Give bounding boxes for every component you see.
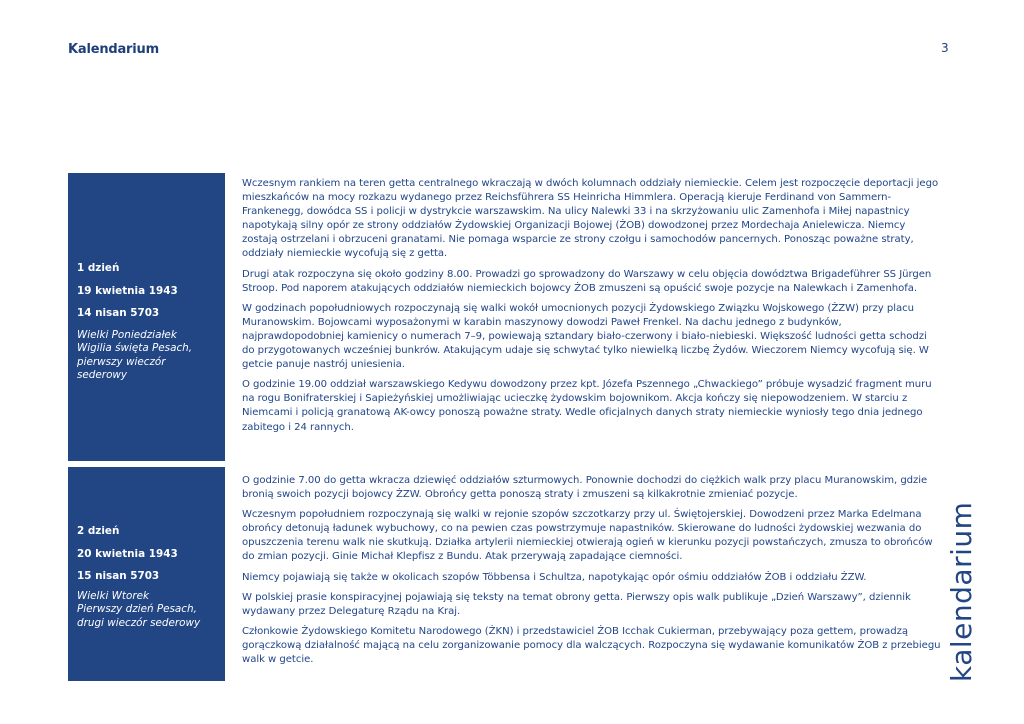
day-1-date-hebrew: 14 nisan 5703 xyxy=(77,307,160,319)
day-1-entries xyxy=(242,177,942,441)
day-2-paragraph: O godzinie 7.00 do getta wkracza dziewięć oddziałów szturmowych. Ponownie dochodzi do ciężkich walk przy placu Muranowskim, gdzie bronią swoich pozycji bojowcy ŻZW. Obrońcy getta ponoszą straty i zmuszeni są kilkakrotnie zmieniać pozycje. xyxy=(242,475,928,501)
day-2-date-gregorian: 20 kwietnia 1943 xyxy=(77,547,178,560)
day-2-paragraph: W polskiej prasie konspiracyjnej pojawiają się teksty na temat obrony getta. Pierwszy opis walk publikuje „Dzień Warszawy”, dziennik wydawany przez Delegaturę Rządu na Kraj. xyxy=(242,591,911,617)
day-1-paragraph: O godzinie 19.00 oddział warszawskiego Kedywu dowodzony przez kpt. Józefa Pszennego „Chwackiego” próbuje wysadzić fragment muru na rogu Bonifraterskiej i Sapieżyńskiej umożliwiając ucieczkę żydowskim bojownikom. Akcja kończy się niepowodzeniem. W starciu z Niemcami i policją granatową AK-owcy ponoszą poważne straty. Wedle oficjalnych danych straty niemieckie wyniosły tego dnia jednego zabitego i 24 rannych. xyxy=(242,379,932,433)
day-1-holiday-line: sederowy xyxy=(77,369,128,381)
day-1-holiday-line: Wielki Poniedziałek xyxy=(77,328,177,341)
day-2-label: 2 dzień xyxy=(77,525,120,537)
day-1-label: 1 dzień xyxy=(77,262,120,274)
page-number: 3 xyxy=(941,41,949,55)
day-2-holiday-line: Wielki Wtorek xyxy=(77,589,150,602)
page-header-title: Kalendarium xyxy=(68,42,159,57)
day-2-panel xyxy=(68,467,225,681)
day-1-paragraph: Drugi atak rozpoczyna się około godziny 8.00. Prowadzi go sprowadzony do Warszawy w celu objęcia dowództwa Brigadeführer SS Jürgen Stroop. Pod naporem atakujących oddziałów niemieckich bojowcy ŻOB zmuszeni są opuścić swoje pozycje na Nalewkach i Zamenhofa. xyxy=(242,268,932,294)
day-2-holiday-line: Pierwszy dzień Pesach, xyxy=(77,603,197,615)
day-1-paragraph: Wczesnym rankiem na teren getta centralnego wkraczają w dwóch kolumnach oddziały niemieckie. Celem jest rozpoczęcie deportacji jego mieszkańców na mocy rozkazu wydanego przez Reichsführera SS Heinricha Himmlera. Operacją kieruje Ferdinand von Sammern-Frankenegg, dowódca SS i policji w dystrykcie warszawskim. Na ulicy Nalewki 33 i na skrzyżowaniu ulic Zamenhofa i Miłej napastnicy napotykają silny opór ze strony oddziałów Żydowskiej Organizacji Bojowej (ŻOB) dowodzonej przez Mordechaja Anielewicza. Niemcy zostają ostrzelani i obrzuceni granatami. Nie pomaga wsparcie ze strony czołgu i samochodów pancernych. Ponosząc poważne straty, oddziały niemieckie wycofują się z getta. xyxy=(242,178,939,260)
day-2-paragraph: Członkowie Żydowskiego Komitetu Narodowego (ŻKN) i przedstawiciel ŻOB Icchak Cukierman, przebywający poza gettem, prowadzą gorączkową działalność mającą na celu zorganizowanie pomocy dla walczących. Rozpoczyna się wydawanie komunikatów ŻOB z przebiegu walk w getcie. xyxy=(242,625,941,666)
day-2-date-hebrew: 15 nisan 5703 xyxy=(77,570,160,582)
day-1-holiday-line: pierwszy wieczór xyxy=(77,355,166,368)
day-2-holiday-line: drugi wieczór sederowy xyxy=(77,616,201,629)
day-1-paragraph: W godzinach popołudniowych rozpoczynają się walki wokół umocnionych pozycji Żydowskiego Związku Wojskowego (ŻZW) przy placu Muranowskim. Bojowcami wyposażonymi w karabin maszynowy dowodzi Paweł Frenkel. Na dachu jednego z budynków, najprawdopodobniej kamienicy o numerach 7–9, powiewają sztandary biało-czerwony i biało-niebieski. Większość ludności getta schodzi do przygotowanych wcześniej bunkrów. Atakującym udaje się schwytać tylko niewielką liczbę Żydów. Wieczorem Niemcy wycofują się. W getcie panuje nastrój uniesienia. xyxy=(242,302,929,371)
day-2-entries xyxy=(242,474,942,673)
day-1-date-gregorian: 19 kwietnia 1943 xyxy=(77,284,178,297)
vertical-section-title: kalendarium xyxy=(945,501,978,682)
day-2-paragraph: Niemcy pojawiają się także w okolicach szopów Többensa i Schultza, napotykając opór ośmiu oddziałów ŻOB i oddziału ŻZW. xyxy=(242,571,867,583)
day-1-panel xyxy=(68,173,225,461)
day-1-holiday-line: Wigilia święta Pesach, xyxy=(77,342,193,354)
day-2-paragraph: Wczesnym popołudniem rozpoczynają się walki w rejonie szopów szczotkarzy przy ul. Świętojerskiej. Dowodzeni przez Marka Edelmana obrońcy detonują ładunek wybuchowy, co na pewien czas powstrzymuje napastników. Skierowane do ludności żydowskiej wezwania do opuszczenia terenu walk nie skutkują. Działka artylerii niemieckiej otwierają ogień w kierunku pozycji powstańczych, zmusza to obrońców do zmian pozycji. Ginie Michał Klepfisz z Bundu. Atak przerywają zapadające ciemności. xyxy=(242,509,933,563)
